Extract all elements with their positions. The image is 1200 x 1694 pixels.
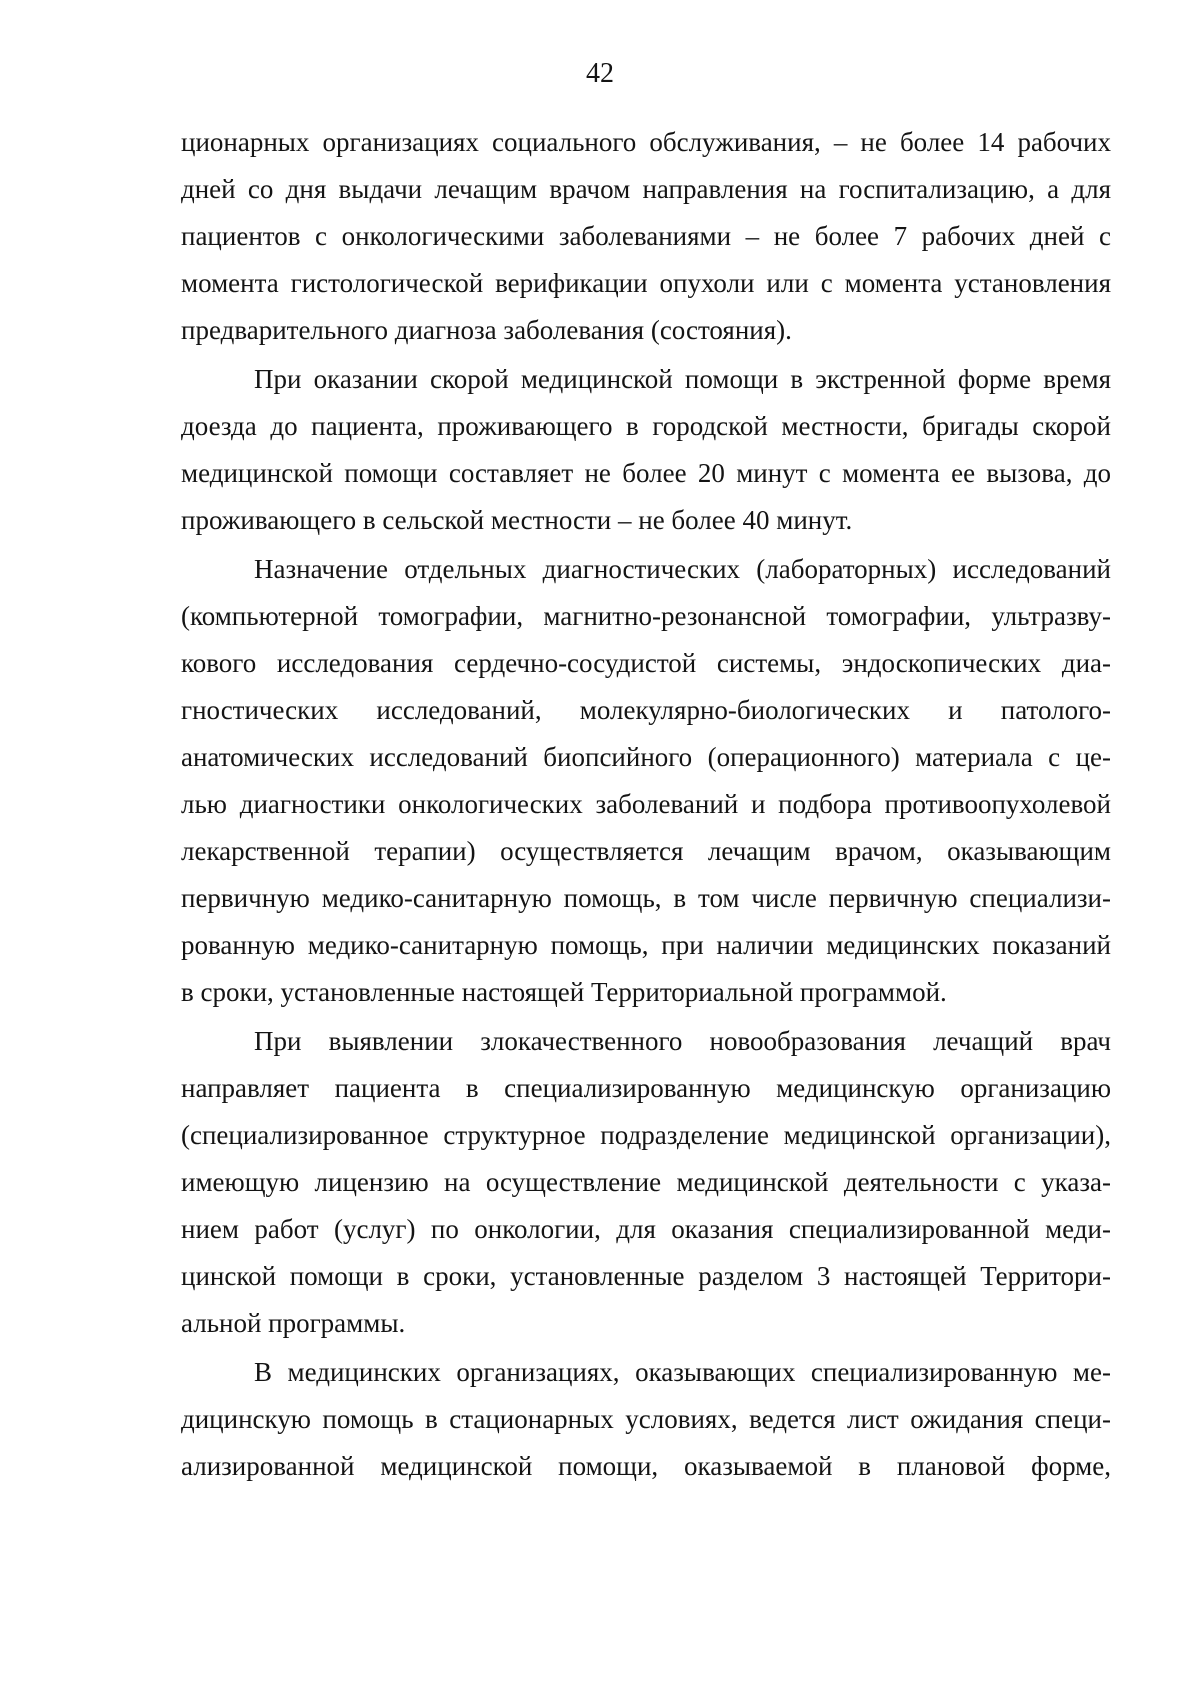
text-line: рованную медико-санитарную помощь, при наличии медицинских показаний [181, 930, 1111, 960]
text-line: доезда до пациента, проживающего в городской местности, бригады скорой [181, 411, 1111, 441]
paragraph-waiting-list [181, 1349, 1111, 1490]
text-line: дней со дня выдачи лечащим врачом направления на госпитализацию, а для [181, 174, 1111, 204]
page-body [181, 119, 1111, 1490]
text-line: в сроки, установленные настоящей Территориальной программой. [181, 977, 947, 1007]
text-line: лью диагностики онкологических заболеваний и подбора противоопухолевой [181, 789, 1111, 819]
text-line: альной программы. [181, 1308, 406, 1338]
text-line: (компьютерной томографии, магнитно-резонансной томографии, ультразву- [181, 601, 1111, 631]
text-line: направляет пациента в специализированную медицинскую организацию [181, 1073, 1111, 1103]
text-line: цинской помощи в сроки, установленные разделом 3 настоящей Территори- [181, 1261, 1111, 1291]
text-line: имеющую лицензию на осуществление медицинской деятельности с указа- [181, 1167, 1111, 1197]
text-line: При оказании скорой медицинской помощи в экстренной форме время [254, 364, 1111, 394]
paragraph-ambulance [181, 356, 1111, 544]
text-line: гностических исследований, молекулярно-биологических и патолого- [181, 695, 1111, 725]
text-line: дицинскую помощь в стационарных условиях, ведется лист ожидания специ- [181, 1404, 1111, 1434]
text-line: (специализированное структурное подразделение медицинской организации), [181, 1120, 1111, 1150]
page-number: 42 [586, 58, 614, 89]
text-line: Назначение отдельных диагностических (лабораторных) исследований [254, 554, 1111, 584]
paragraph-oncology-referral [181, 1018, 1111, 1347]
text-line: проживающего в сельской местности – не более 40 минут. [181, 505, 853, 535]
text-line: нием работ (услуг) по онкологии, для оказания специализированной меди- [181, 1214, 1111, 1244]
text-line: первичную медико-санитарную помощь, в том числе первичную специализи- [181, 883, 1111, 913]
text-line: анатомических исследований биопсийного (операционного) материала с це- [181, 742, 1111, 772]
paragraph-diagnostics [181, 546, 1111, 1016]
text-line: При выявлении злокачественного новообразования лечащий врач [254, 1026, 1111, 1056]
text-line: кового исследования сердечно-сосудистой системы, эндоскопических диа- [181, 648, 1111, 678]
text-line: лекарственной терапии) осуществляется лечащим врачом, оказывающим [181, 836, 1111, 866]
text-line: медицинской помощи составляет не более 20 минут с момента ее вызова, до [181, 458, 1111, 488]
text-line: предварительного диагноза заболевания (состояния). [181, 315, 792, 345]
text-line: ализированной медицинской помощи, оказываемой в плановой форме, [181, 1451, 1111, 1481]
text-line: В медицинских организациях, оказывающих специализированную ме- [254, 1357, 1111, 1387]
text-line: пациентов с онкологическими заболеваниями – не более 7 рабочих дней с [181, 221, 1111, 251]
text-line: ционарных организациях социального обслуживания, – не более 14 рабочих [181, 127, 1111, 157]
paragraph-continuation [181, 119, 1111, 354]
text-line: момента гистологической верификации опухоли или с момента установления [181, 268, 1111, 298]
